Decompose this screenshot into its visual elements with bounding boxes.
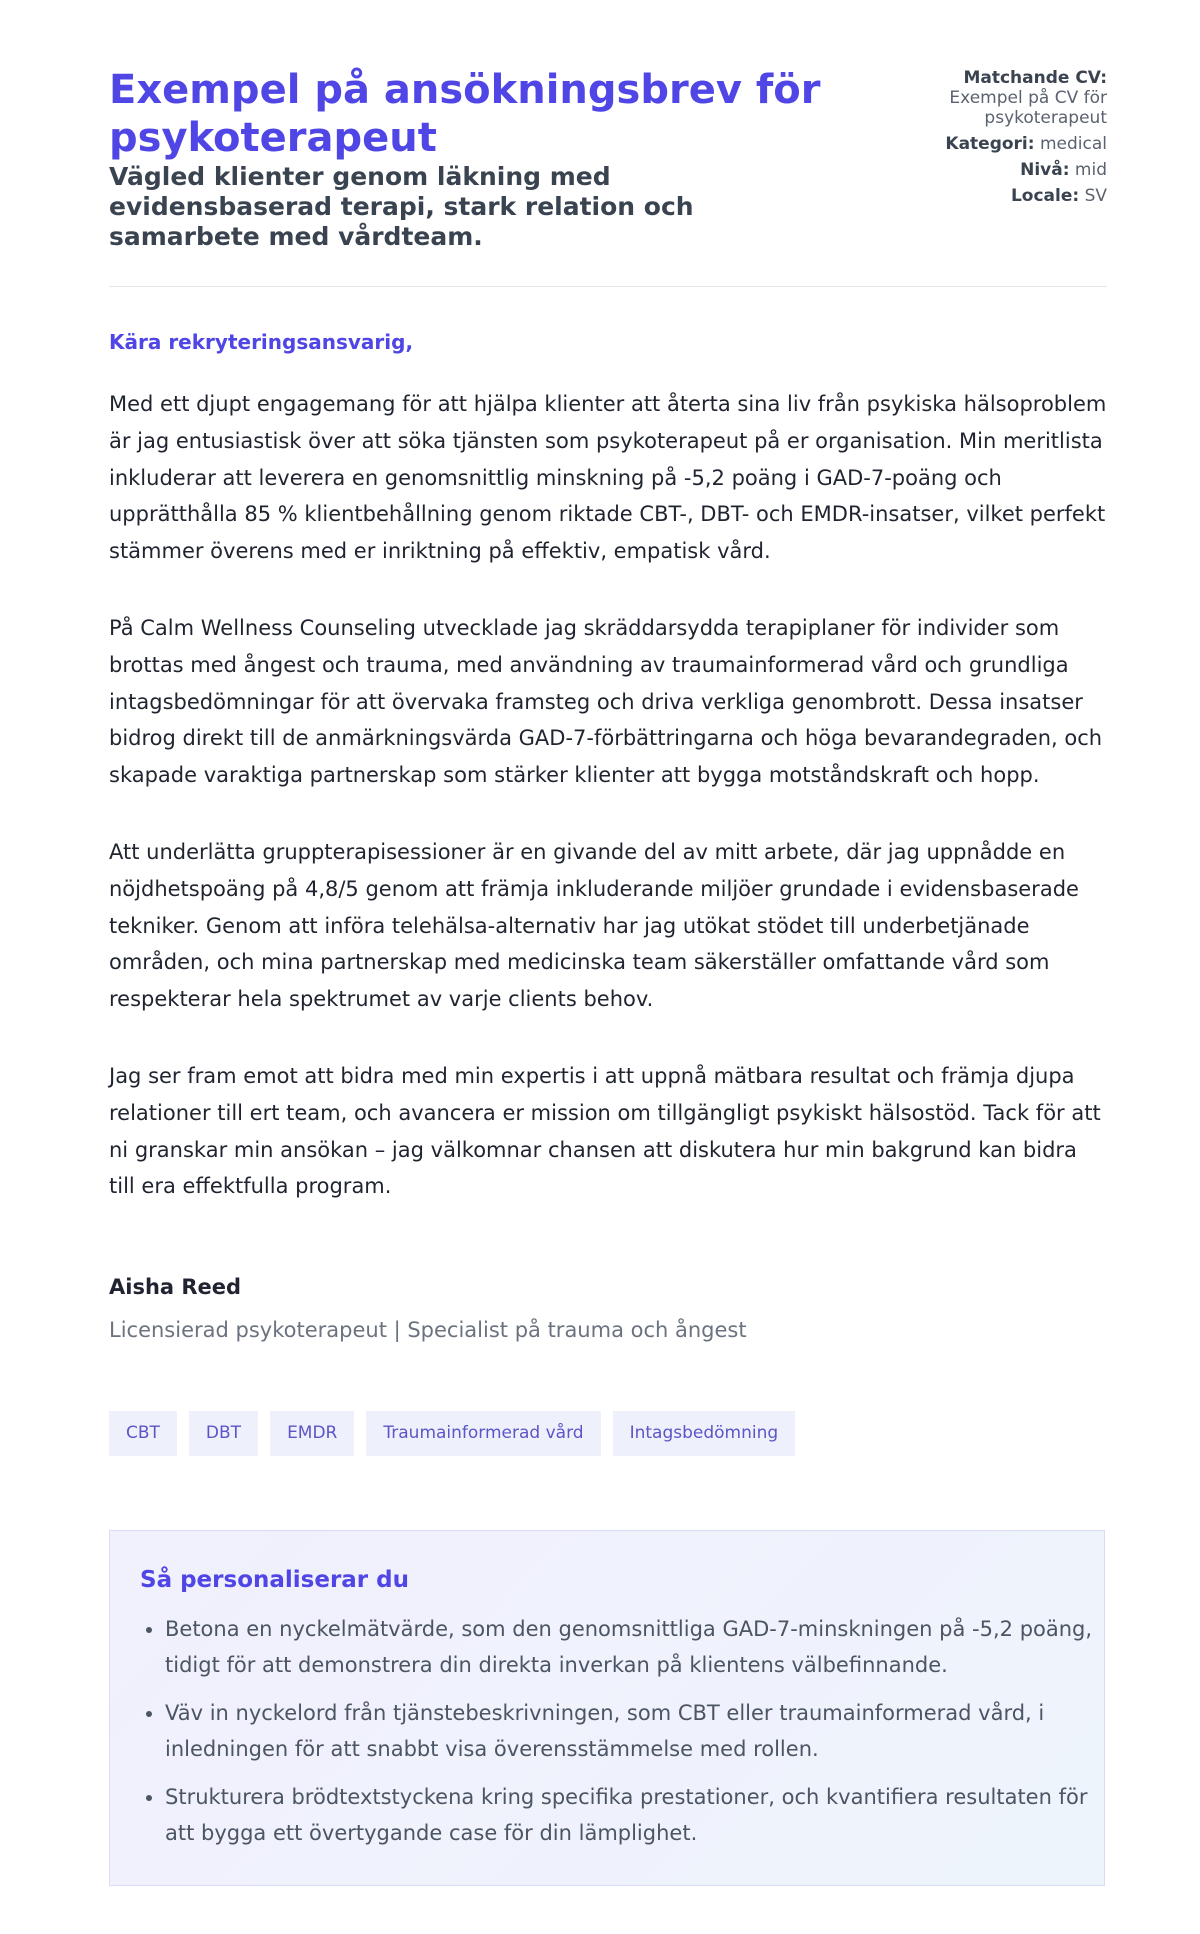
meta-category-label: Kategori: [945, 134, 1035, 154]
meta-cv-value[interactable]: Exempel på CV för psykoterapeut [949, 88, 1107, 128]
meta-cv [907, 68, 1107, 128]
page-subtitle: Vägled klienter genom läkning med evidensbaserad terapi, stark relation och samarbete med vårdteam. [109, 162, 694, 251]
meta-locale [907, 186, 1107, 206]
tips-title: Så personaliserar du [140, 1567, 409, 1593]
meta-locale-label: Locale: [1010, 186, 1080, 206]
letter-greeting: Kära rekryteringsansvarig, [109, 330, 414, 354]
meta-panel [907, 68, 1107, 212]
meta-category [907, 134, 1107, 154]
letter-body [109, 330, 1109, 1245]
signature-name: Aisha Reed [109, 1275, 242, 1299]
meta-locale-value: SV [1084, 186, 1107, 206]
skill-tag: Traumainformerad vård [366, 1411, 600, 1456]
tip-item: • Betona en nyckelmätvärde, som den genomsnittliga GAD-7-minskningen på -5,2 poäng, tidigt för att demonstrera din direkta inverkan på klientens välbefinnande. [165, 1611, 1105, 1683]
meta-level-label: Nivå: [1020, 160, 1070, 180]
letter-paragraph: Med ett djupt engagemang för att hjälpa klienter att återta sina liv från psykiska hälsoproblem är jag entusiastisk över att söka tjänsten som psykoterapeut på er organisation. Min meritlista inkluderar att leverera en genomsnittlig minskning på -5,2 poäng i GAD-7-poäng och upprätthålla 85 % klientbehållning genom riktade CBT-, DBT- och EMDR-insatser, vilket perfekt stämmer överens med er inriktning på effektiv, empatisk vård. [109, 392, 1107, 564]
skill-tag: CBT [109, 1411, 177, 1456]
skill-tag: EMDR [270, 1411, 354, 1456]
tip-item: • Strukturera brödtextstyckena kring specifika prestationer, och kvantifiera resultaten för att bygga ett övertygande case för din lämplighet. [165, 1779, 1105, 1851]
meta-level-value: mid [1074, 160, 1107, 180]
skill-tag: DBT [189, 1411, 258, 1456]
letter-paragraph: Att underlätta gruppterapisessioner är en givande del av mitt arbete, där jag uppnådde en nöjdhetspoäng på 4,8/5 genom att främja inkluderande miljöer grundade i evidensbaserade tekniker. Genom att införa telehälsa-alternativ har jag utökat stödet till underbetjänade områden, och mina partnerskap med medicinska team säkerställer omfattande vård som respekterar hela spektrumet av varje clients behov. [109, 839, 1079, 1012]
signature-title: Licensierad psykoterapeut | Specialist på trauma och ångest [109, 1318, 747, 1342]
skill-tag: Intagsbedömning [613, 1411, 796, 1456]
skill-tags [109, 1411, 795, 1456]
letter-paragraph: Jag ser fram emot att bidra med min expertis i att uppnå mätbara resultat och främja djupa relationer till ert team, och avancera er mission om tillgängligt psykiskt hälsostöd. Tack för att ni granskar min ansökan – jag välkomnar chansen att diskutera hur min bakgrund kan bidra till era effektfulla program. [109, 1063, 1101, 1199]
meta-level [907, 160, 1107, 180]
meta-cv-label: Matchande CV: [963, 68, 1107, 88]
meta-category-value: medical [1039, 134, 1107, 154]
page-header [109, 66, 1107, 287]
tip-item: • Väv in nyckelord från tjänstebeskrivningen, som CBT eller traumainformerad vård, i inledningen för att snabbt visa överensstämmelse med rollen. [165, 1695, 1105, 1767]
tips-list [140, 1611, 1105, 1863]
personalization-tips-box [109, 1530, 1105, 1886]
page-title: Exempel på ansökningsbrev för psykoterapeut [109, 67, 821, 161]
letter-paragraph: På Calm Wellness Counseling utvecklade jag skräddarsydda terapiplaner för individer som brottas med ångest och trauma, med användning av traumainformerad vård och grundliga intagsbedömningar för att övervaka framsteg och driva verkliga genombrott. Dessa insatser bidrog direkt till de anmärkningsvärda GAD-7-förbättringarna och höga bevarandegraden, och skapade varaktiga partnerskap som stärker klienter att bygga motståndskraft och hopp. [109, 615, 1103, 788]
